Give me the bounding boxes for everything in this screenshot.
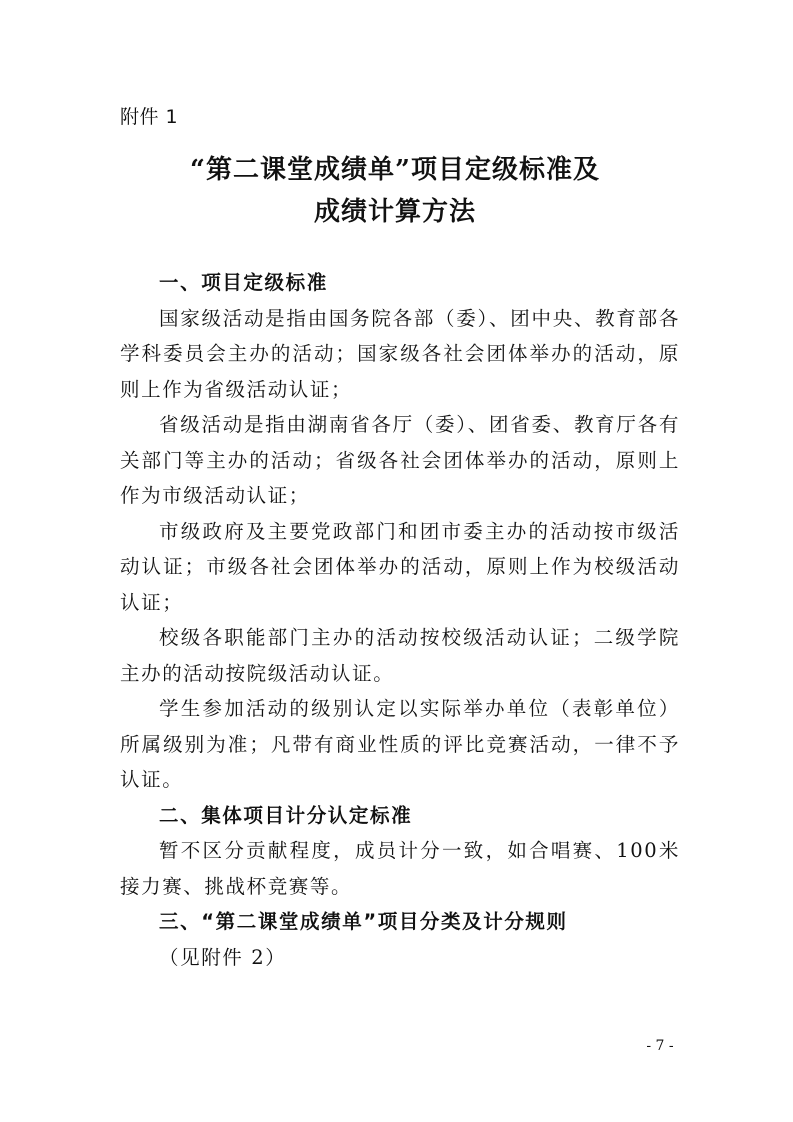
section-1-paragraph-5: 学生参加活动的级别认定以实际举办单位（表彰单位）所属级别为准；凡带有商业性质的评比竞赛活动，一律不予认证。 (120, 697, 680, 791)
document-title-line-2: 成绩计算方法 (313, 197, 476, 227)
page-number: - 7 - (646, 1038, 674, 1054)
section-1-paragraph-3: 市级政府及主要党政部门和团市委主办的活动按市级活动认证；市级各社会团体举办的活动，原则上作为校级活动认证； (120, 519, 680, 614)
document-body (120, 265, 680, 975)
section-2-heading: 二、集体项目计分认定标准 (159, 803, 413, 827)
document-title-line-1: “第二课堂成绩单”项目定级标准及 (190, 155, 600, 185)
section-3-paragraph-1: （见附件 2） (159, 945, 287, 969)
attachment-label: 附件 1 (120, 106, 179, 128)
section-1-heading: 一、项目定级标准 (159, 271, 328, 294)
section-1-paragraph-4: 校级各职能部门主办的活动按校级活动认证；二级学院主办的活动按院级活动认证。 (120, 626, 680, 685)
section-3-heading: 三、“第二课堂成绩单”项目分类及计分规则 (159, 910, 568, 933)
section-1-paragraph-2: 省级活动是指由湖南省各厅（委）、团省委、教育厅各有关部门等主办的活动；省级各社会团体举办的活动，原则上作为市级活动认证； (120, 413, 680, 507)
section-2-paragraph-1: 暂不区分贡献程度，成员计分一致，如合唱赛、100米接力赛、挑战杯竞赛等。 (120, 839, 680, 898)
section-1-paragraph-1: 国家级活动是指由国务院各部（委）、团中央、教育部各学科委员会主办的活动；国家级各社会团体举办的活动，原则上作为省级活动认证； (120, 306, 680, 401)
